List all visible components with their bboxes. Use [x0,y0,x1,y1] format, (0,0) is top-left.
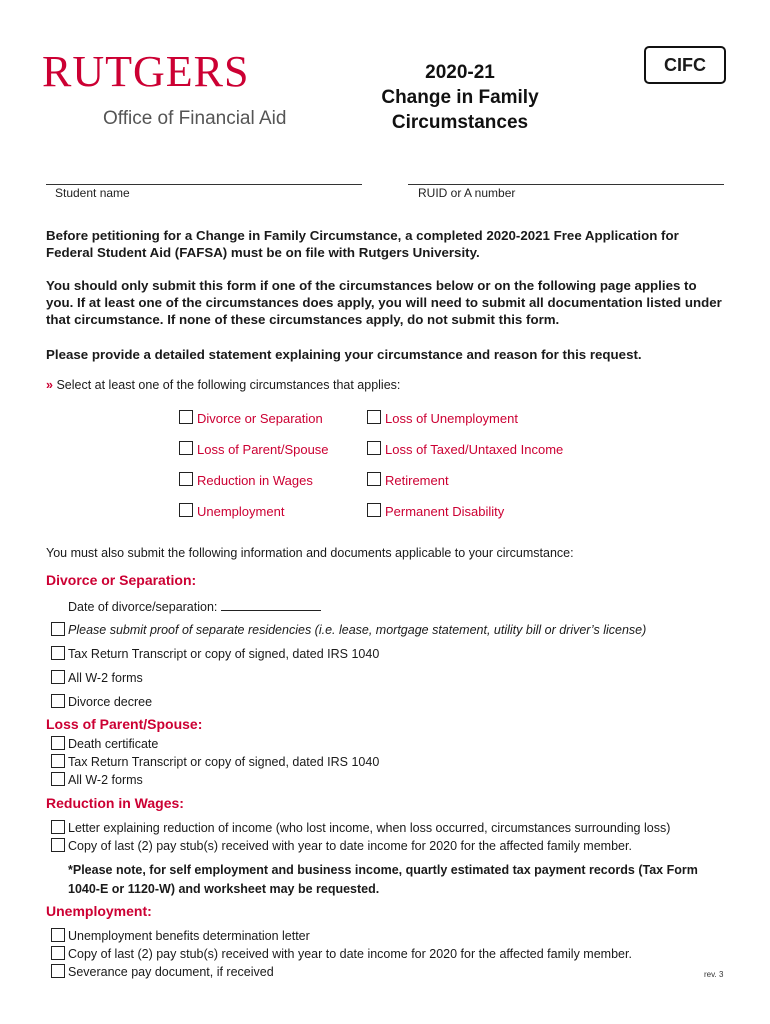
divorce-item-w2: All W-2 forms [68,671,143,685]
option-reduction: Reduction in Wages [197,473,313,488]
select-marker: » [46,378,53,392]
select-instruction [46,377,400,393]
option-retirement: Retirement [385,473,449,488]
ruid-label: RUID or A number [418,186,516,200]
loss-parent-checkbox[interactable] [179,441,193,455]
intro-paragraph-3: Please provide a detailed statement explaining your circumstance and reason for this request. [46,347,642,362]
reduction-item-letter: Letter explaining reduction of income (who lost income, when loss occurred, circumstances surrounding loss) [68,821,671,835]
unemployment-item-checkbox[interactable] [51,946,65,960]
loss-parent-item-death: Death certificate [68,737,159,751]
title-year: 2020-21 [425,62,495,83]
loss-unemployment-checkbox[interactable] [367,410,381,424]
reduction-item-paystub: Copy of last (2) pay stub(s) received with year to date income for 2020 for the affected family member. [68,839,632,853]
loss-parent-heading: Loss of Parent/Spouse: [46,716,203,732]
divorce-item-checkbox[interactable] [51,670,65,684]
page-title [380,60,540,135]
loss-income-checkbox[interactable] [367,441,381,455]
divorce-item-checkbox[interactable] [51,646,65,660]
reduction-item-checkbox[interactable] [51,838,65,852]
student-name-label: Student name [55,186,130,200]
unemployment-heading: Unemployment: [46,903,152,919]
office-name: Office of Financial Aid [103,108,287,129]
divorce-item-checkbox[interactable] [51,622,65,636]
loss-parent-item-w2: All W-2 forms [68,773,143,787]
reduction-heading: Reduction in Wages: [46,795,184,811]
loss-parent-item-checkbox[interactable] [51,754,65,768]
title-line-3: Circumstances [391,112,529,133]
unemployment-item-checkbox[interactable] [51,964,65,978]
select-text: Select at least one of the following circumstances that applies: [56,378,401,392]
option-disability: Permanent Disability [385,504,505,519]
divorce-heading: Divorce or Separation: [46,572,197,588]
divorce-date-row [68,598,321,615]
reduction-item-checkbox[interactable] [51,820,65,834]
loss-parent-item-checkbox[interactable] [51,736,65,750]
unemployment-item-checkbox[interactable] [51,928,65,942]
intro-paragraph-2: You should only submit this form if one of the circumstances below or on the following page applies to you. If at least one of the circumstances does apply, you will need to submit all documentation listed under that circumstance. If none of these circumstances apply, do not submit this form. [46,278,722,327]
unemployment-item-paystub: Copy of last (2) pay stub(s) received with year to date income for 2020 for the affected family member. [68,947,632,961]
loss-parent-item-tax: Tax Return Transcript or copy of signed, dated IRS 1040 [68,755,380,769]
revision-label: rev. 3 [704,970,724,979]
divorce-date-field[interactable] [221,598,321,611]
divorce-item-residency: Please submit proof of separate residencies (i.e. lease, mortgage statement, utility bill or driver’s license) [68,623,647,637]
divorce-item-decree: Divorce decree [68,695,153,709]
docs-intro: You must also submit the following information and documents applicable to your circumstance: [46,546,574,560]
option-divorce: Divorce or Separation [197,411,323,426]
student-name-field[interactable] [46,184,362,185]
intro-paragraph-1: Before petitioning for a Change in Family Circumstance, a completed 2020-2021 Free Application for Federal Student Aid (FAFSA) must be on file with Rutgers University. [46,228,679,260]
form-code-badge: CIFC [644,46,726,84]
divorce-date-label: Date of divorce/separation: [68,600,218,614]
unemployment-item-severance: Severance pay document, if received [68,965,274,979]
retirement-checkbox[interactable] [367,472,381,486]
ruid-field[interactable] [408,184,724,185]
reduction-checkbox[interactable] [179,472,193,486]
disability-checkbox[interactable] [367,503,381,517]
divorce-checkbox[interactable] [179,410,193,424]
title-line-2: Change in Family [381,87,539,108]
unemployment-item-letter: Unemployment benefits determination letter [68,929,310,943]
reduction-note: *Please note, for self employment and business income, quartly estimated tax payment records (Tax Form 1040-E or 1120-W) and worksheet may be requested. [68,863,698,896]
loss-parent-item-checkbox[interactable] [51,772,65,786]
divorce-item-tax: Tax Return Transcript or copy of signed, dated IRS 1040 [68,647,380,661]
option-loss-income: Loss of Taxed/Untaxed Income [385,442,564,457]
option-unemployment: Unemployment [197,504,285,519]
divorce-item-checkbox[interactable] [51,694,65,708]
unemployment-checkbox[interactable] [179,503,193,517]
option-loss-unemployment: Loss of Unemployment [385,411,518,426]
rutgers-logo: RUTGERS [42,47,250,96]
option-loss-parent: Loss of Parent/Spouse [197,442,329,457]
